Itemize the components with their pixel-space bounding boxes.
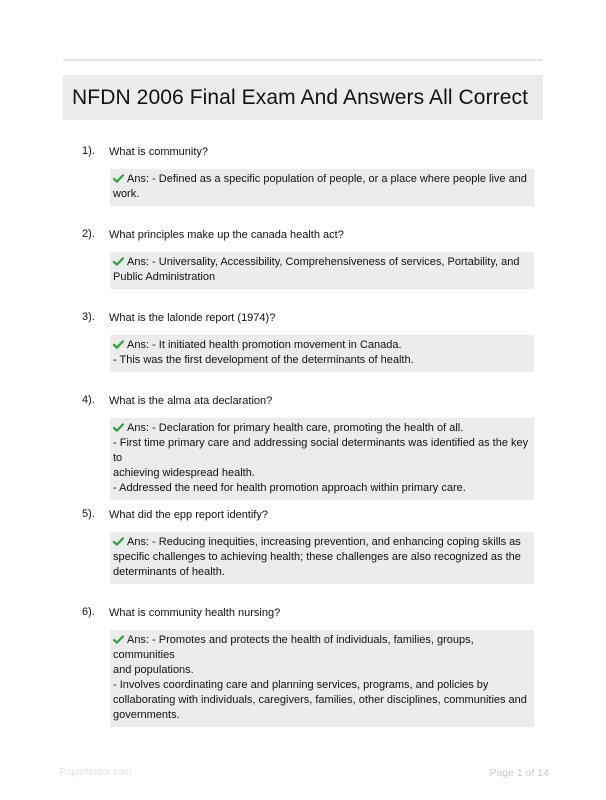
answer-line: Public Administration [113,271,216,283]
page-indicator: Page 1 of 14 [489,767,549,779]
check-icon [113,174,124,183]
answer-line: Ans: - Defined as a specific population of people, or a place where people live and [113,172,530,187]
answer-line: - This was the first development of the determinants of health. [113,354,414,366]
question-text: What is community? [109,146,209,158]
answer-box [110,252,534,289]
question-text: What principles make up the canada health act? [109,229,344,241]
check-icon [113,257,124,266]
answer-line: achieving widespread health. [113,467,255,479]
watermark-text: Paperfinder.com [59,767,132,778]
answer-line: - Addressed the need for health promotion approach within primary care. [113,482,466,494]
question-number: 5). [82,508,95,520]
answer-box [110,532,534,584]
top-divider [63,59,543,61]
answer-box [110,169,534,206]
check-icon [113,537,124,546]
answer-line: collaborating with individuals, caregivers, families, other disciplines, communities and [113,694,527,706]
check-icon [113,423,124,432]
answer-line: determinants of health. [113,566,225,578]
check-icon [113,340,124,349]
question-number: 3). [82,311,95,323]
answer-line: - First time primary care and addressing social determinants was identified as the key to [113,437,529,464]
title-banner [63,75,543,120]
answer-line: Ans: - It initiated health promotion movement in Canada. [113,338,530,353]
answer-line: work. [113,188,140,200]
answer-line: governments. [113,709,180,721]
answer-box [110,335,534,372]
question-text: What is the lalonde report (1974)? [109,312,276,324]
answer-line: Ans: - Universality, Accessibility, Comprehensiveness of services, Portability, and [113,255,530,270]
answer-box [110,630,534,727]
answer-line: Ans: - Promotes and protects the health of individuals, families, groups, communities [113,634,474,661]
question-number: 2). [82,228,95,240]
answer-line: - Involves coordinating care and planning services, programs, and policies by [113,679,489,691]
question-number: 6). [82,606,95,618]
question-number: 4). [82,394,95,406]
answer-line: Ans: - Reducing inequities, increasing prevention, and enhancing coping skills as [113,535,530,550]
answer-line: and populations. [113,664,194,676]
question-text: What is the alma ata declaration? [109,395,273,407]
document-title: NFDN 2006 Final Exam And Answers All Correct [72,85,529,109]
check-icon [113,635,124,644]
answer-line: specific challenges to achieving health; these challenges are also recognized as the [113,551,521,563]
answer-box [110,418,534,500]
question-number: 1). [82,145,95,157]
question-text: What did the epp report identify? [109,509,268,521]
question-text: What is community health nursing? [109,607,281,619]
answer-line: Ans: - Declaration for primary health care, promoting the health of all. [113,421,530,436]
